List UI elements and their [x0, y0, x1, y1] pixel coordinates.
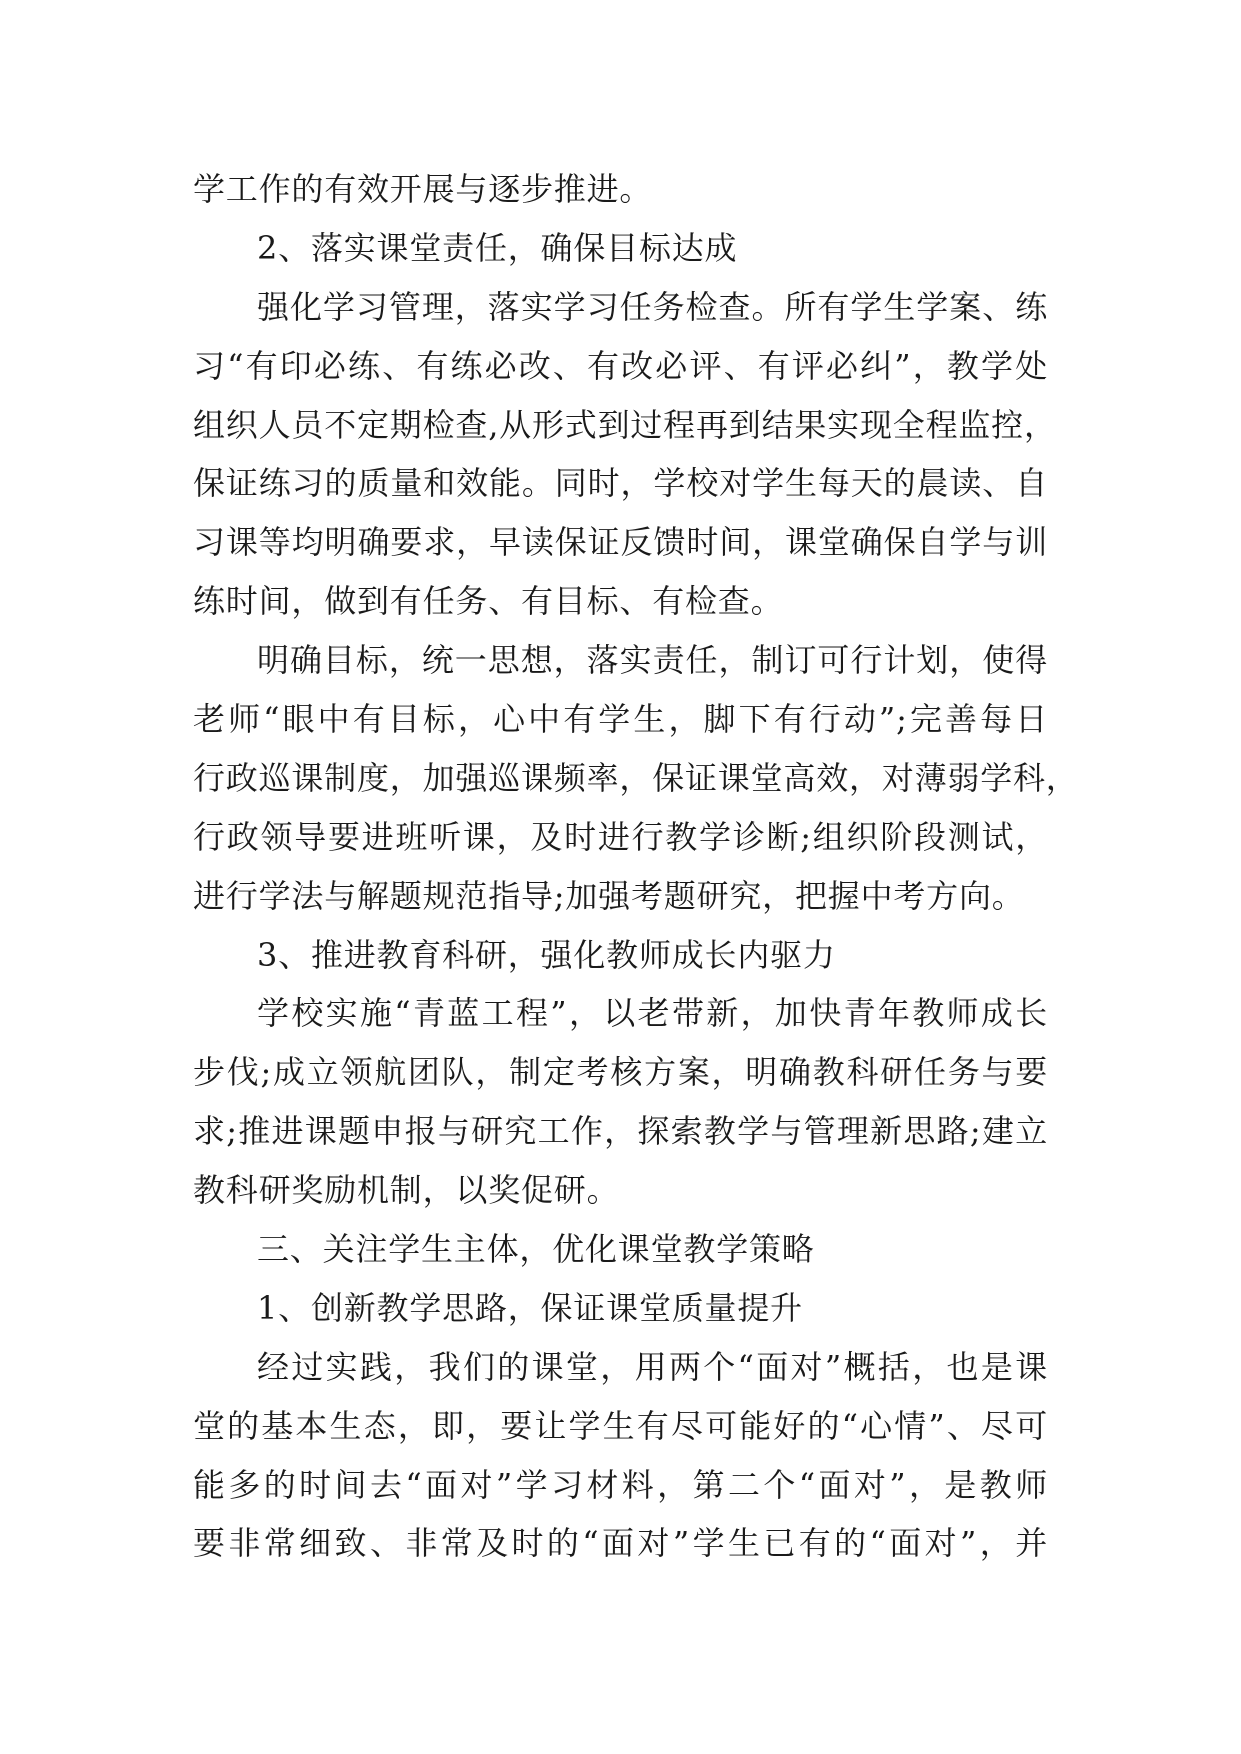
text-line: 习课等均明确要求，早读保证反馈时间，课堂确保自学与训 [193, 523, 1048, 562]
text-line: 明确目标，统一思想，落实责任，制订可行计划，使得 [257, 641, 1048, 680]
text-line: 学工作的有效开展与逐步推进。 [193, 170, 653, 208]
document-body [193, 160, 1079, 1573]
text-line: 2、落实课堂责任，确保目标达成 [257, 228, 738, 267]
text-line: 步伐;成立领航团队，制定考核方案，明确教科研任务与要 [193, 1053, 1048, 1092]
text-line: 三、关注学生主体，优化课堂教学策略 [257, 1230, 815, 1269]
text-line: 习“有印必练、有练必改、有改必评、有评必纠”，教学处 [193, 346, 1048, 385]
text-line: 强化学习管理，落实学习任务检查。所有学生学案、练 [257, 287, 1048, 326]
text-line: 求;推进课题申报与研究工作，探索教学与管理新思路;建立 [193, 1112, 1048, 1151]
text-line: 堂的基本生态，即，要让学生有尽可能好的“心情”、尽可 [193, 1406, 1048, 1445]
text-line: 进行学法与解题规范指导;加强考题研究，把握中考方向。 [193, 876, 1025, 915]
text-line: 要非常细致、非常及时的“面对”学生已有的“面对”，并 [193, 1524, 1048, 1563]
text-line: 组织人员不定期检查,从形式到过程再到结果实现全程监控， [193, 405, 1057, 444]
text-line: 行政领导要进班听课，及时进行教学诊断;组织阶段测试， [193, 817, 1048, 856]
text-line: 老师“眼中有目标，心中有学生，脚下有行动”;完善每日 [193, 700, 1048, 739]
text-line: 学校实施“青蓝工程”，以老带新，加快青年教师成长 [257, 994, 1048, 1033]
text-line: 行政巡课制度，加强巡课频率，保证课堂高效，对薄弱学科， [193, 758, 1079, 797]
text-line: 能多的时间去“面对”学习材料，第二个“面对”，是教师 [193, 1465, 1048, 1504]
text-line: 练时间，做到有任务、有目标、有检查。 [193, 582, 784, 621]
text-line: 经过实践，我们的课堂，用两个“面对”概括，也是课 [257, 1347, 1048, 1386]
text-line: 保证练习的质量和效能。同时，学校对学生每天的晨读、自 [193, 464, 1048, 503]
text-line: 3、推进教育科研，强化教师成长内驱力 [257, 935, 836, 974]
text-line: 教科研奖励机制，以奖促研。 [193, 1171, 620, 1210]
text-line: 1、创新教学思路，保证课堂质量提升 [257, 1288, 803, 1327]
